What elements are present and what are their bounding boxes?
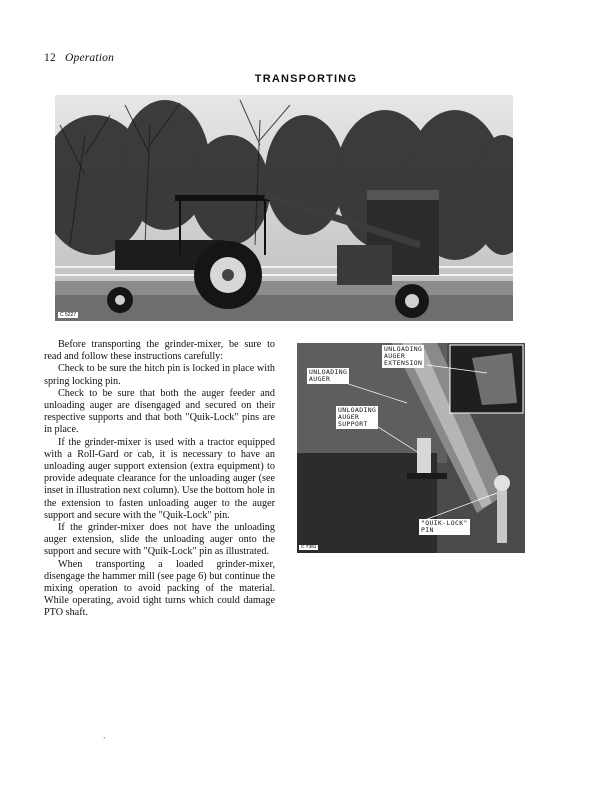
section-name: Operation [64, 52, 115, 64]
callout-quik-lock-pin: "QUIK-LOCK" PIN [421, 519, 468, 534]
paragraph-roll-gard: If the grinder-mixer is used with a tractor equipped with a Roll-Gard or cab, it is necessary to have an unloading auger support extension (extra equipment) to provide adequate clearance for the unloading auger (see inset in illustration next column). Use the bottom hole in the extension to fasten unloading auger to the auger support and secure with the "Quik-Lock" pin. [44, 436, 275, 521]
auger-inset-photo [297, 343, 525, 553]
page-number: 12 [44, 52, 56, 64]
paragraph-intro: Before transporting the grinder-mixer, be sure to read and follow these instructions carefully: [44, 339, 275, 363]
paragraph-loaded-transport: When transporting a loaded grinder-mixer, disengage the hammer mill (see page 6) but continue the mixing operation to avoid packing of the material. While operating, avoid tight turns which could damage PTO shaft. [44, 558, 275, 619]
running-head [44, 52, 114, 64]
figure-code-inset: C 7381 [301, 545, 317, 550]
figure-code-top: C 5227 [60, 312, 77, 318]
stray-mark: ’ [103, 736, 106, 744]
tractor-grinder-mixer-photo [55, 95, 513, 321]
callout-unloading-auger-extension: UNLOADING AUGER EXTENSION [384, 345, 423, 367]
callout-unloading-auger: UNLOADING AUGER [309, 368, 348, 383]
page-title: TRANSPORTING [254, 73, 358, 85]
paragraph-no-extension: If the grinder-mixer does not have the unloading auger extension, slide the unloading auger onto the support and secure with "Quik-Lock" pin as illustrated. [44, 522, 275, 558]
callout-unloading-auger-support: UNLOADING AUGER SUPPORT [338, 406, 377, 428]
paragraph-augers-secured: Check to be sure that both the auger feeder and unloading auger are disengaged and secured on their respective supports and that both "Quik-Lock" pins are in place. [44, 387, 275, 436]
tractor-grinder-mixer-illustration [55, 95, 513, 321]
paragraph-hitch-pin: Check to be sure the hitch pin is locked in place with spring locking pin. [44, 363, 275, 387]
instructions-text [44, 339, 275, 620]
